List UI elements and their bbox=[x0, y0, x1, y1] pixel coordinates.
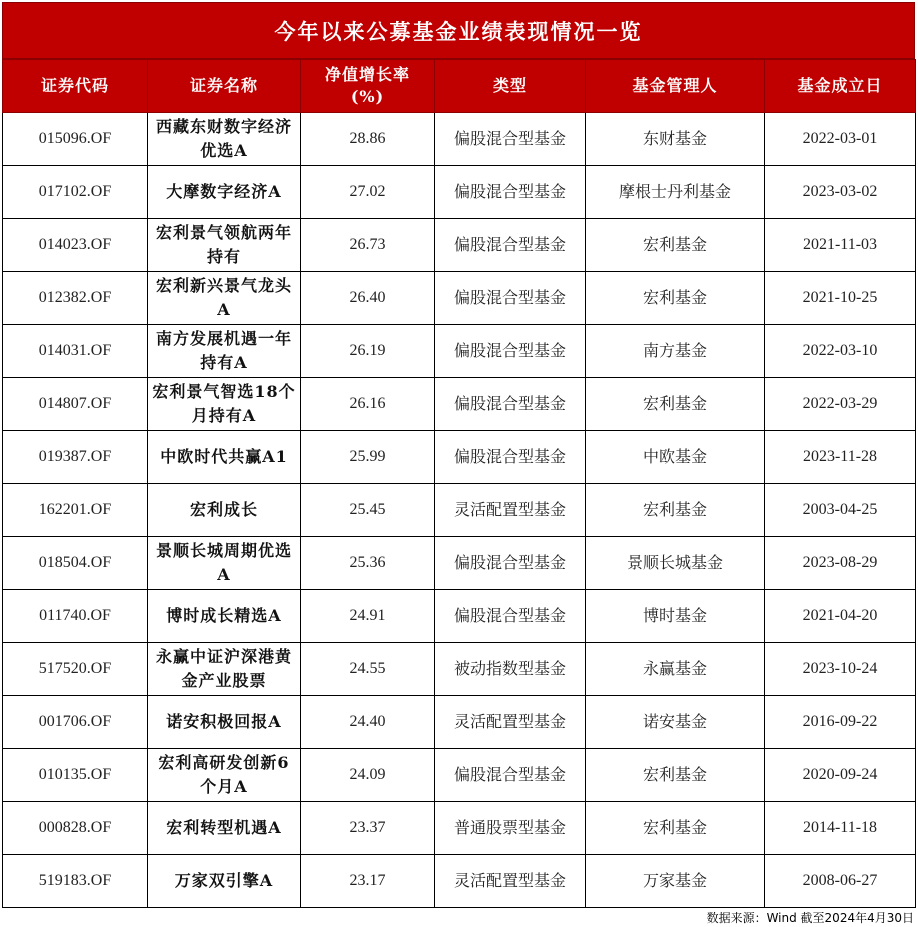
data-source-note: 数据来源：Wind 截至2024年4月30日 bbox=[706, 911, 914, 925]
cell-fund-name: 宏利高研发创新6个月A bbox=[148, 749, 301, 802]
cell-type: 灵活配置型基金 bbox=[435, 696, 586, 749]
cell-inception-date: 2020-09-24 bbox=[765, 749, 916, 802]
cell-code: 162201.OF bbox=[3, 484, 148, 537]
cell-type: 偏股混合型基金 bbox=[435, 378, 586, 431]
cell-manager: 宏利基金 bbox=[586, 802, 765, 855]
cell-type: 灵活配置型基金 bbox=[435, 484, 586, 537]
cell-fund-name: 大摩数字经济A bbox=[148, 166, 301, 219]
cell-inception-date: 2021-11-03 bbox=[765, 219, 916, 272]
table-row bbox=[3, 113, 916, 166]
cell-code: 015096.OF bbox=[3, 113, 148, 166]
table-body bbox=[3, 113, 916, 908]
cell-code: 012382.OF bbox=[3, 272, 148, 325]
cell-fund-name: 万家双引擎A bbox=[148, 855, 301, 908]
cell-type: 偏股混合型基金 bbox=[435, 749, 586, 802]
cell-manager: 永赢基金 bbox=[586, 643, 765, 696]
cell-type: 偏股混合型基金 bbox=[435, 431, 586, 484]
cell-inception-date: 2008-06-27 bbox=[765, 855, 916, 908]
cell-growth: 24.09 bbox=[301, 749, 435, 802]
cell-type: 被动指数型基金 bbox=[435, 643, 586, 696]
cell-manager: 南方基金 bbox=[586, 325, 765, 378]
cell-growth: 23.37 bbox=[301, 802, 435, 855]
cell-manager: 宏利基金 bbox=[586, 484, 765, 537]
cell-manager: 宏利基金 bbox=[586, 219, 765, 272]
cell-type: 偏股混合型基金 bbox=[435, 219, 586, 272]
cell-fund-name: 景顺长城周期优选A bbox=[148, 537, 301, 590]
table-row bbox=[3, 431, 916, 484]
cell-type: 偏股混合型基金 bbox=[435, 537, 586, 590]
cell-growth: 23.17 bbox=[301, 855, 435, 908]
table-title: 今年以来公募基金业绩表现情况一览 bbox=[2, 2, 915, 59]
header-name: 证券名称 bbox=[148, 60, 301, 113]
header-manager: 基金管理人 bbox=[586, 60, 765, 113]
cell-inception-date: 2022-03-10 bbox=[765, 325, 916, 378]
cell-code: 014023.OF bbox=[3, 219, 148, 272]
cell-manager: 中欧基金 bbox=[586, 431, 765, 484]
cell-manager: 东财基金 bbox=[586, 113, 765, 166]
cell-growth: 24.55 bbox=[301, 643, 435, 696]
cell-manager: 万家基金 bbox=[586, 855, 765, 908]
cell-manager: 宏利基金 bbox=[586, 749, 765, 802]
table-row bbox=[3, 166, 916, 219]
cell-inception-date: 2023-08-29 bbox=[765, 537, 916, 590]
cell-code: 001706.OF bbox=[3, 696, 148, 749]
cell-fund-name: 永赢中证沪深港黄金产业股票 bbox=[148, 643, 301, 696]
header-growth: 净值增长率 (%) bbox=[301, 60, 435, 113]
cell-manager: 景顺长城基金 bbox=[586, 537, 765, 590]
cell-fund-name: 南方发展机遇一年持有A bbox=[148, 325, 301, 378]
cell-fund-name: 宏利转型机遇A bbox=[148, 802, 301, 855]
cell-fund-name: 博时成长精选A bbox=[148, 590, 301, 643]
table-row bbox=[3, 537, 916, 590]
table-row bbox=[3, 696, 916, 749]
cell-manager: 博时基金 bbox=[586, 590, 765, 643]
cell-manager: 摩根士丹利基金 bbox=[586, 166, 765, 219]
cell-code: 019387.OF bbox=[3, 431, 148, 484]
cell-manager: 宏利基金 bbox=[586, 378, 765, 431]
cell-growth: 26.40 bbox=[301, 272, 435, 325]
cell-code: 014807.OF bbox=[3, 378, 148, 431]
fund-performance-table bbox=[2, 59, 916, 908]
table-row bbox=[3, 643, 916, 696]
header-date: 基金成立日 bbox=[765, 60, 916, 113]
cell-growth: 26.19 bbox=[301, 325, 435, 378]
cell-growth: 28.86 bbox=[301, 113, 435, 166]
table-row bbox=[3, 325, 916, 378]
cell-fund-name: 宏利景气领航两年持有 bbox=[148, 219, 301, 272]
cell-growth: 27.02 bbox=[301, 166, 435, 219]
cell-type: 普通股票型基金 bbox=[435, 802, 586, 855]
cell-fund-name: 中欧时代共赢A1 bbox=[148, 431, 301, 484]
table-row bbox=[3, 802, 916, 855]
cell-growth: 25.36 bbox=[301, 537, 435, 590]
cell-inception-date: 2016-09-22 bbox=[765, 696, 916, 749]
cell-inception-date: 2021-10-25 bbox=[765, 272, 916, 325]
cell-growth: 24.40 bbox=[301, 696, 435, 749]
cell-code: 018504.OF bbox=[3, 537, 148, 590]
cell-inception-date: 2022-03-29 bbox=[765, 378, 916, 431]
cell-inception-date: 2023-10-24 bbox=[765, 643, 916, 696]
table-row bbox=[3, 219, 916, 272]
cell-code: 011740.OF bbox=[3, 590, 148, 643]
cell-inception-date: 2021-04-20 bbox=[765, 590, 916, 643]
cell-code: 519183.OF bbox=[3, 855, 148, 908]
cell-type: 偏股混合型基金 bbox=[435, 325, 586, 378]
cell-growth: 26.16 bbox=[301, 378, 435, 431]
cell-code: 014031.OF bbox=[3, 325, 148, 378]
header-row bbox=[3, 60, 916, 113]
cell-growth: 26.73 bbox=[301, 219, 435, 272]
fund-table-document bbox=[2, 2, 915, 908]
cell-growth: 24.91 bbox=[301, 590, 435, 643]
cell-type: 偏股混合型基金 bbox=[435, 272, 586, 325]
cell-inception-date: 2023-11-28 bbox=[765, 431, 916, 484]
header-type: 类型 bbox=[435, 60, 586, 113]
cell-type: 灵活配置型基金 bbox=[435, 855, 586, 908]
cell-code: 017102.OF bbox=[3, 166, 148, 219]
cell-code: 010135.OF bbox=[3, 749, 148, 802]
table-row bbox=[3, 378, 916, 431]
header-code: 证券代码 bbox=[3, 60, 148, 113]
table-row bbox=[3, 484, 916, 537]
cell-fund-name: 诺安积极回报A bbox=[148, 696, 301, 749]
cell-inception-date: 2022-03-01 bbox=[765, 113, 916, 166]
cell-code: 517520.OF bbox=[3, 643, 148, 696]
cell-inception-date: 2003-04-25 bbox=[765, 484, 916, 537]
cell-type: 偏股混合型基金 bbox=[435, 113, 586, 166]
cell-fund-name: 宏利新兴景气龙头A bbox=[148, 272, 301, 325]
cell-inception-date: 2014-11-18 bbox=[765, 802, 916, 855]
cell-inception-date: 2023-03-02 bbox=[765, 166, 916, 219]
cell-manager: 诺安基金 bbox=[586, 696, 765, 749]
table-row bbox=[3, 749, 916, 802]
table-row bbox=[3, 272, 916, 325]
cell-manager: 宏利基金 bbox=[586, 272, 765, 325]
cell-fund-name: 西藏东财数字经济优选A bbox=[148, 113, 301, 166]
table-row bbox=[3, 855, 916, 908]
cell-fund-name: 宏利景气智选18个月持有A bbox=[148, 378, 301, 431]
cell-code: 000828.OF bbox=[3, 802, 148, 855]
table-row bbox=[3, 590, 916, 643]
cell-growth: 25.45 bbox=[301, 484, 435, 537]
cell-growth: 25.99 bbox=[301, 431, 435, 484]
cell-type: 偏股混合型基金 bbox=[435, 590, 586, 643]
cell-fund-name: 宏利成长 bbox=[148, 484, 301, 537]
cell-type: 偏股混合型基金 bbox=[435, 166, 586, 219]
